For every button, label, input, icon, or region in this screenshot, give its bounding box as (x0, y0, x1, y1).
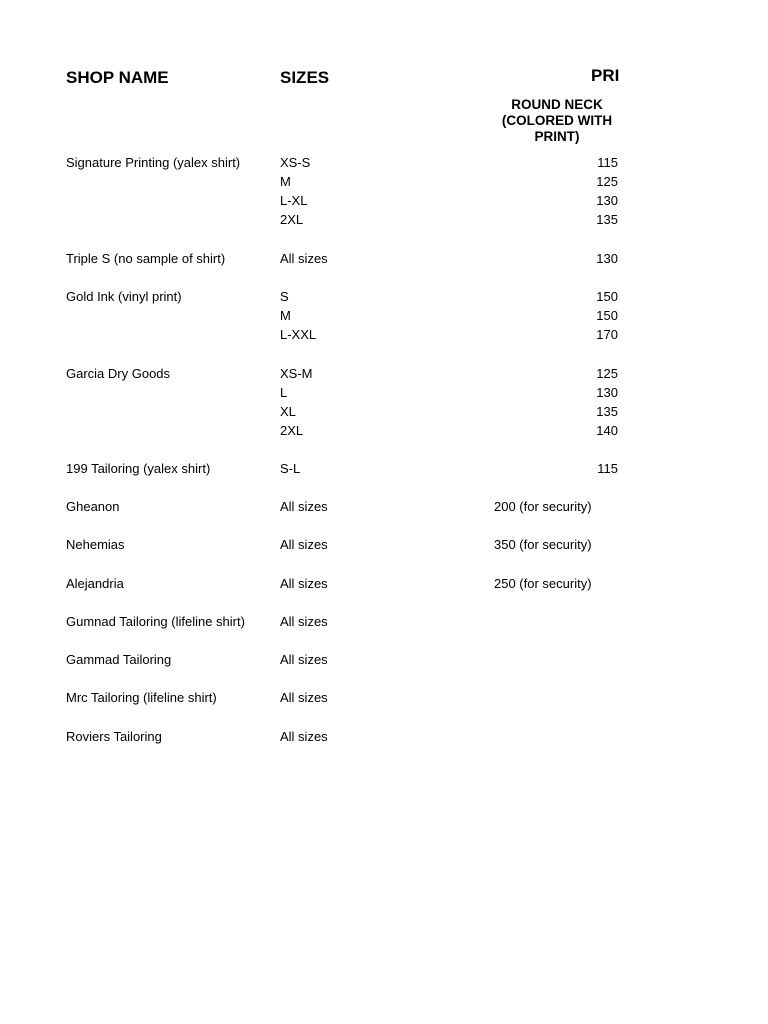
size-cell: All sizes (280, 652, 328, 667)
header-price: PRI (591, 66, 620, 85)
price-cell: 140 (596, 423, 618, 438)
price-cell: 150 (596, 289, 618, 304)
price-cell: 130 (596, 251, 618, 266)
size-cell: All sizes (280, 729, 328, 744)
shop-name-cell: Signature Printing (yalex shirt) (66, 155, 241, 170)
size-cell: XL (280, 404, 296, 419)
size-cell: 2XL (280, 212, 304, 227)
size-cell: All sizes (280, 251, 328, 266)
price-cell: 170 (596, 327, 618, 342)
size-cell: L (280, 385, 288, 400)
header-shop-name: SHOP NAME (66, 68, 169, 87)
shop-name-cell: Gammad Tailoring (66, 652, 172, 667)
size-cell: M (280, 308, 291, 323)
shop-name-cell: Alejandria (66, 576, 124, 591)
price-cell: 150 (596, 308, 618, 323)
price-cell: 125 (596, 366, 618, 381)
price-cell: 130 (596, 193, 618, 208)
price-note-cell: 250 (for security) (494, 576, 592, 591)
subheader-round-neck: ROUND NECK (COLORED WITH PRINT) (501, 97, 613, 144)
size-cell: All sizes (280, 499, 328, 514)
size-cell: S-L (280, 461, 301, 476)
size-cell: XS-M (280, 366, 313, 381)
price-cell: 115 (597, 461, 618, 476)
price-cell: 135 (596, 404, 618, 419)
price-cell: 115 (597, 155, 618, 170)
header-sizes: SIZES (280, 68, 330, 87)
shop-name-cell: Roviers Tailoring (66, 729, 162, 744)
size-cell: S (280, 289, 289, 304)
shop-name-cell: Gumnad Tailoring (lifeline shirt) (66, 614, 245, 629)
price-cell: 135 (596, 212, 618, 227)
price-cell: 130 (596, 385, 618, 400)
shop-name-cell: Gold Ink (vinyl print) (66, 289, 182, 304)
shop-name-cell: 199 Tailoring (yalex shirt) (66, 461, 211, 476)
price-note-cell: 350 (for security) (494, 537, 592, 552)
size-cell: All sizes (280, 576, 328, 591)
size-cell: All sizes (280, 690, 328, 705)
price-cell: 125 (596, 174, 618, 189)
size-cell: All sizes (280, 614, 328, 629)
shop-name-cell: Gheanon (66, 499, 120, 514)
shop-name-cell: Nehemias (66, 537, 125, 552)
shop-name-cell: Garcia Dry Goods (66, 366, 171, 381)
price-note-cell: 200 (for security) (494, 499, 592, 514)
size-cell: XS-S (280, 155, 311, 170)
size-cell: M (280, 174, 291, 189)
shop-name-cell: Mrc Tailoring (lifeline shirt) (66, 690, 217, 705)
size-cell: All sizes (280, 537, 328, 552)
size-cell: L-XXL (280, 327, 317, 342)
size-cell: 2XL (280, 423, 304, 438)
header-price-clip (560, 66, 632, 92)
size-cell: L-XL (280, 193, 308, 208)
shop-name-cell: Triple S (no sample of shirt) (66, 251, 226, 266)
